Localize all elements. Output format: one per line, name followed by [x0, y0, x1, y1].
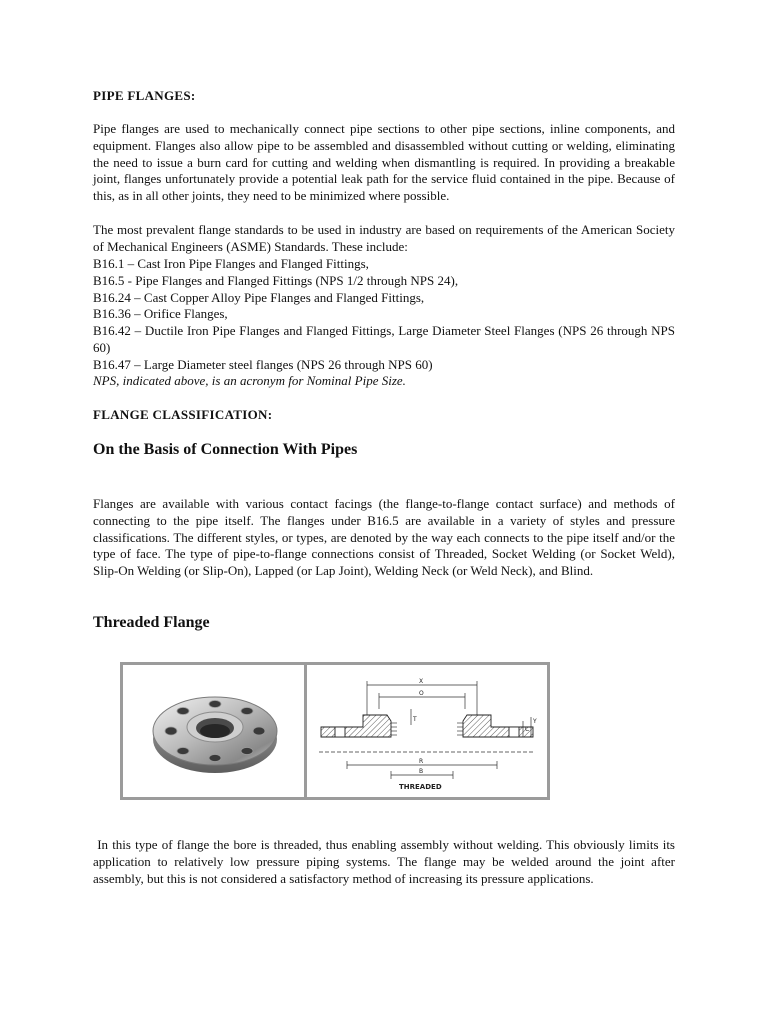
dim-label: X — [419, 678, 424, 685]
dim-label: T — [413, 716, 417, 723]
threaded-flange-heading: Threaded Flange — [93, 614, 210, 631]
dim-label: R — [419, 758, 424, 765]
nps-note: NPS, indicated above, is an acronym for Nominal Pipe Size. — [93, 373, 406, 388]
standard-item: B16.47 – Large Diameter steel flanges (NPS 26 through NPS 60) — [93, 356, 433, 372]
standard-item: B16.1 – Cast Iron Pipe Flanges and Flanged Fittings, — [93, 256, 369, 271]
dim-label: Y — [533, 718, 537, 725]
standards-intro: The most prevalent flange standards to be used in industry are based on requirements of the American Society of Mechanical Engineers (ASME) Standards. These include: — [93, 222, 675, 254]
standard-item: B16.36 – Orifice Flanges, — [93, 306, 228, 322]
standard-item: B16.24 – Cast Copper Alloy Pipe Flanges and Flanged Fittings, — [93, 289, 425, 305]
dim-label: B — [419, 768, 424, 775]
standard-item: B16.5 - Pipe Flanges and Flanged Fittings (NPS 1/2 through NPS 24), — [93, 272, 459, 288]
drawing-caption: THREADED — [399, 783, 442, 791]
connection-subheading: On the Basis of Connection With Pipes — [93, 441, 358, 458]
flange-section-diagram-icon — [307, 665, 547, 797]
standards-list — [93, 256, 675, 374]
flange-classification-heading: FLANGE CLASSIFICATION: — [93, 407, 273, 422]
intro-paragraph: Pipe flanges are used to mechanically connect pipe sections to other pipe sections, inline components, and equipment. Flanges also allow pipe to be assembled and disassembled without cutting or welding, eliminating the need to issue a burn card for cutting and welding when dismantling is required. In providing a breakable joint, flanges unfortunately provide a potential leak path for the service fluid contained in the pipe. Because of this, as in all other joints, they need to be minimized where possible. — [93, 121, 675, 204]
pipe-flanges-heading: PIPE FLANGES: — [93, 88, 196, 103]
dim-label: O — [419, 690, 424, 697]
threaded-flange-figure — [120, 662, 550, 800]
flange-photo — [123, 665, 304, 797]
flange-photo-icon — [123, 665, 304, 797]
connection-paragraph: Flanges are available with various contact facings (the flange-to-flange contact surface) and methods of connecting to the pipe itself. The flanges under B16.5 are available in a variety of styles and pressure classifications. The different styles, or types, are denoted by the way each connects to the pipe itself and/or the type of face. The type of pipe-to-flange connections consist of Threaded, Socket Welding (or Socket Weld), Slip-On Welding (or Slip-On), Lapped (or Lap Joint), Welding Neck (or Weld Neck), and Blind. — [93, 496, 675, 579]
standard-item: B16.42 – Ductile Iron Pipe Flanges and Flanged Fittings, Large Diameter Steel Flanges (NPS 26 through NPS 60) — [93, 323, 675, 355]
dim-label: C — [525, 726, 530, 733]
threaded-flange-drawing — [307, 665, 547, 797]
threaded-paragraph: In this type of flange the bore is threaded, thus enabling assembly without welding. This obviously limits its application to relatively low pressure piping systems. The flange may be welded around the joint after assembly, but this is not considered a satisfactory method of increasing its pressure applications. — [93, 837, 679, 886]
